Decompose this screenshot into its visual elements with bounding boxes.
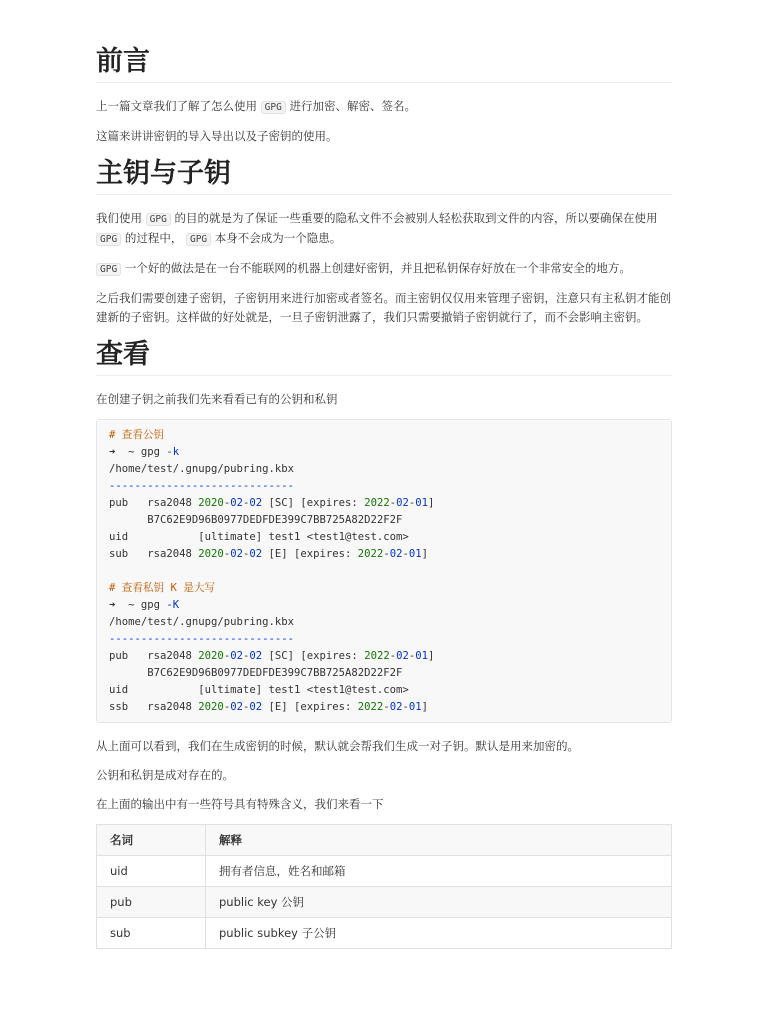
- table-header-row: [97, 825, 672, 856]
- code-line-sub: [109, 546, 659, 563]
- paragraph: 之后我们需要创建子密钥，子密钥用来进行加密或者签名。而主密钥仅仅用来管理子密钥，注意只有主私钥才能创建新的子密钥。这样做的好处就是，一旦子密钥泄露了，我们只需要撤销子密钥就行了，而不会影响主密钥。: [96, 291, 671, 324]
- code-flag: -K: [166, 599, 180, 611]
- code-number: 01: [408, 548, 422, 560]
- code-line: [109, 444, 659, 461]
- code-text: pub rsa2048: [109, 650, 199, 662]
- code-number: 2022: [364, 650, 390, 662]
- code-line-sec: [109, 648, 659, 665]
- table-cell-term: sub: [97, 918, 206, 949]
- table-row: [97, 887, 672, 918]
- code-number: 2020: [198, 548, 224, 560]
- code-text: -: [223, 548, 231, 560]
- code-number: 02: [396, 650, 409, 662]
- table-cell-desc: public subkey 子公钥: [206, 918, 672, 949]
- inline-code: GPG: [186, 233, 211, 246]
- heading-view: 查看: [96, 337, 672, 376]
- code-text: -: [242, 701, 250, 713]
- code-text: -: [223, 497, 231, 509]
- table-header: 解释: [206, 825, 672, 856]
- inline-code: GPG: [146, 213, 171, 226]
- code-line-uid: uid [ultimate] test1 <test1@test.com>: [109, 684, 409, 696]
- code-comment: # 查看公钥: [109, 429, 165, 441]
- terms-table: [96, 824, 672, 949]
- inline-code: GPG: [96, 233, 121, 246]
- inline-code: GPG: [261, 101, 286, 114]
- code-number: 02: [249, 548, 263, 560]
- paragraph: [96, 97, 672, 117]
- code-line-fingerprint: B7C62E9D96B0977DEDFDE399C7BB725A82D22F2F: [109, 514, 403, 526]
- paragraph: [96, 209, 672, 249]
- code-number: 2020: [198, 650, 224, 662]
- code-text: [SC] [expires:: [262, 650, 365, 662]
- code-number: 02: [230, 650, 243, 662]
- code-number: 01: [408, 701, 422, 713]
- table-header: 名词: [97, 825, 206, 856]
- code-text: sub rsa2048: [109, 548, 199, 560]
- paragraph-text: 一个好的做法是在一台不能联网的机器上创建好密钥，并且把私钥保存好放在一个非常安全的地方。: [121, 261, 631, 275]
- paragraph-text: 进行加密、解密、签名。: [285, 99, 416, 113]
- paragraph: [96, 259, 672, 279]
- code-line-uid: uid [ultimate] test1 <test1@test.com>: [109, 531, 409, 543]
- code-comment: # 查看私钥 K 是大写: [109, 582, 216, 594]
- paragraph-text: 上一篇文章我们了解了怎么使用: [96, 99, 261, 113]
- code-number: 02: [389, 701, 403, 713]
- code-text: ]: [421, 548, 429, 560]
- inline-code: GPG: [96, 263, 121, 276]
- code-text: pub rsa2048: [109, 497, 199, 509]
- code-text: -: [242, 548, 250, 560]
- code-blank-line: [109, 563, 659, 580]
- code-prompt: ➜ ~ gpg: [109, 446, 167, 458]
- code-text: ]: [428, 650, 435, 662]
- paragraph-text: 的过程中，: [121, 231, 186, 245]
- code-text: -: [383, 701, 390, 713]
- code-line: /home/test/.gnupg/pubring.kbx: [109, 616, 294, 628]
- code-line: /home/test/.gnupg/pubring.kbx: [109, 463, 294, 475]
- code-number: 02: [230, 497, 243, 509]
- table-cell-term: uid: [97, 856, 206, 887]
- code-number: 2022: [357, 548, 384, 560]
- article: [96, 0, 672, 949]
- table-row: [97, 856, 672, 887]
- code-number: 02: [249, 650, 263, 662]
- code-line-pub: [109, 495, 659, 512]
- paragraph-text: 本身不会成为一个隐患。: [211, 231, 342, 245]
- code-line: [109, 597, 659, 614]
- paragraph-text: 的目的就是为了保证一些重要的隐私文件不会被别人轻松获取到文件的内容，所以要确保在使用: [170, 211, 658, 225]
- paragraph: 在创建子钥之前我们先来看看已有的公钥和私钥: [96, 392, 338, 406]
- code-text: [E] [expires:: [262, 548, 358, 560]
- code-number: 02: [230, 548, 243, 560]
- code-number: 01: [415, 497, 429, 509]
- heading-master-sub: 主钥与子钥: [96, 156, 672, 195]
- table-cell-term: pub: [97, 887, 206, 918]
- code-number: 02: [389, 548, 403, 560]
- code-number: 02: [230, 701, 243, 713]
- code-number: 02: [249, 701, 263, 713]
- code-text: [E] [expires:: [262, 701, 358, 713]
- code-text: -: [389, 650, 397, 662]
- paragraph: 这篇来讲讲密钥的导入导出以及子密钥的使用。: [96, 129, 338, 143]
- code-text: -: [408, 497, 416, 509]
- code-text: -: [408, 650, 416, 662]
- code-text: -: [383, 548, 390, 560]
- code-number: 02: [249, 497, 263, 509]
- code-text: ssb rsa2048: [109, 701, 199, 713]
- table-cell-desc: public key 公钥: [206, 887, 672, 918]
- code-rule: -----------------------------: [109, 480, 294, 492]
- code-rule: -----------------------------: [109, 633, 294, 645]
- code-number: 2020: [198, 701, 224, 713]
- code-text: -: [402, 548, 409, 560]
- code-number: 2022: [364, 497, 390, 509]
- code-text: ]: [428, 497, 435, 509]
- paragraph-text: 我们使用: [96, 211, 146, 225]
- code-text: -: [242, 497, 250, 509]
- code-text: -: [242, 650, 250, 662]
- code-number: 02: [396, 497, 409, 509]
- paragraph: 公钥和私钥是成对存在的。: [96, 768, 234, 782]
- code-flag: -k: [166, 446, 180, 458]
- code-text: -: [223, 650, 231, 662]
- paragraph: 从上面可以看到，我们在生成密钥的时候，默认就会帮我们生成一对子钥。默认是用来加密的。: [96, 739, 579, 753]
- table-row: [97, 918, 672, 949]
- paragraph: 在上面的输出中有一些符号具有特殊含义，我们来看一下: [96, 797, 384, 811]
- heading-preface: 前言: [96, 44, 672, 83]
- table-cell-desc: 拥有者信息，姓名和邮箱: [206, 856, 672, 887]
- code-text: -: [389, 497, 397, 509]
- code-text: [SC] [expires:: [262, 497, 365, 509]
- code-number: 01: [415, 650, 429, 662]
- code-text: -: [402, 701, 409, 713]
- code-line-fingerprint: B7C62E9D96B0977DEDFDE399C7BB725A82D22F2F: [109, 667, 403, 679]
- code-text: ]: [421, 701, 429, 713]
- code-text: -: [223, 701, 231, 713]
- code-line-ssb: [109, 699, 659, 716]
- code-block: [96, 419, 672, 723]
- code-number: 2022: [357, 701, 384, 713]
- code-prompt: ➜ ~ gpg: [109, 599, 167, 611]
- code-number: 2020: [198, 497, 224, 509]
